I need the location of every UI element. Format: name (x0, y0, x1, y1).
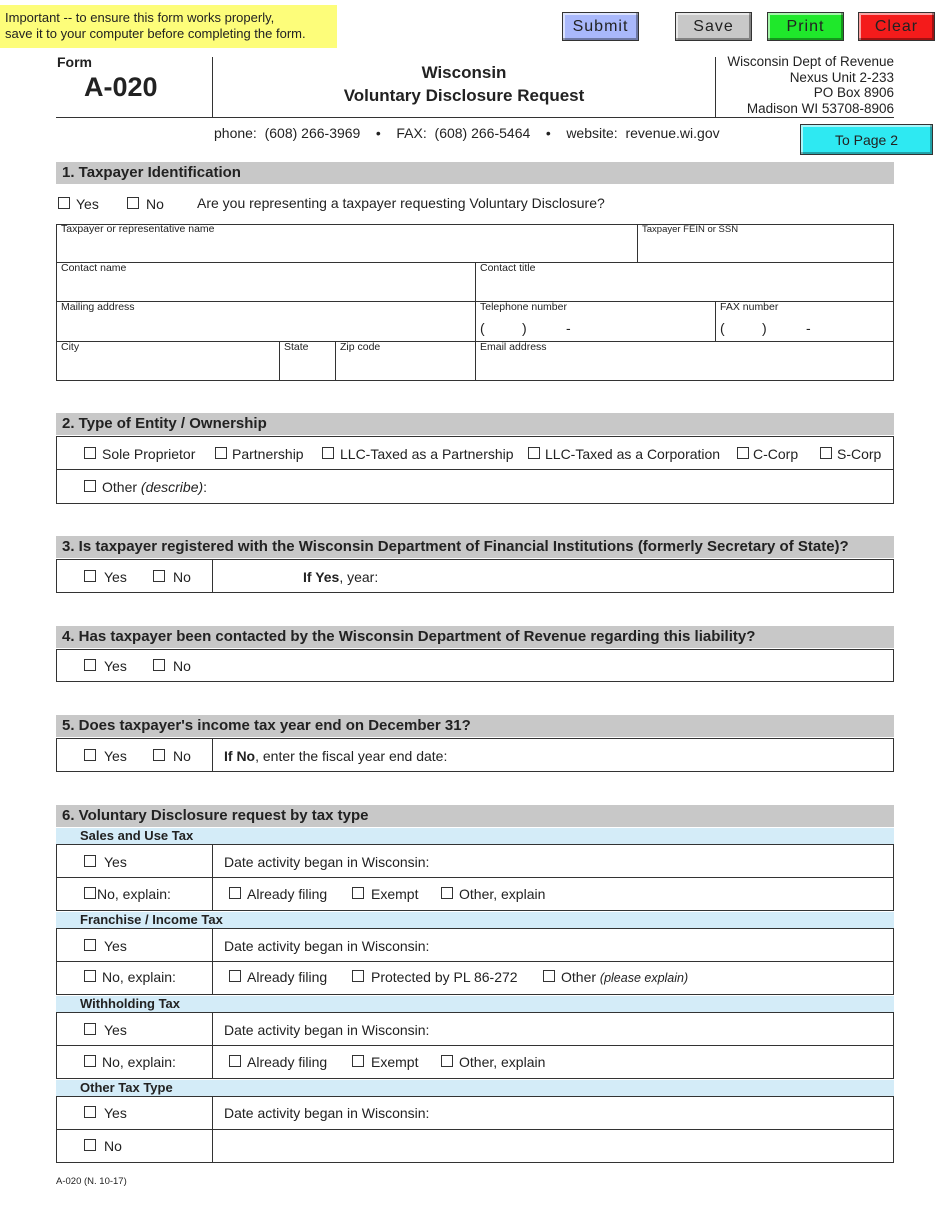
sales-use-tax-header: Sales and Use Tax (56, 828, 894, 844)
sales-already-filing-label: Already filing (247, 886, 328, 902)
llc-partnership-label: LLC-Taxed as a Partnership (340, 446, 514, 462)
taxpayer-name-label: Taxpayer or representative name (61, 223, 215, 235)
table-divider (212, 560, 213, 592)
other-entity-label (102, 479, 207, 495)
withholding-already-filing-checkbox[interactable] (229, 1055, 241, 1067)
header-divider (212, 57, 213, 117)
fein-input[interactable] (640, 236, 892, 260)
contact-title-label: Contact title (480, 262, 536, 274)
form-number: A-020 (84, 72, 158, 102)
franchise-no-label: No, explain: (102, 969, 176, 985)
save-button[interactable]: Save (675, 12, 752, 41)
submit-button[interactable]: Submit (562, 12, 639, 41)
fax-paren-open: ( (720, 320, 725, 336)
withholding-exempt-label: Exempt (371, 1054, 419, 1070)
franchise-other-label (561, 969, 688, 985)
franchise-protected-checkbox[interactable] (352, 970, 364, 982)
representing-question: Are you representing a taxpayer requesting Voluntary Disclosure? (197, 195, 605, 211)
telephone-input[interactable] (486, 316, 712, 338)
table-divider (57, 1045, 893, 1046)
if-yes-text: If Yes (303, 569, 340, 585)
contact-name-label: Contact name (61, 262, 127, 274)
sales-yes-checkbox[interactable] (84, 855, 96, 867)
franchise-date-label: Date activity began in Wisconsin: (224, 938, 430, 954)
table-divider (637, 225, 638, 262)
sales-exempt-label: Exempt (371, 886, 419, 902)
table-divider (475, 263, 476, 380)
other-text: Other (102, 479, 138, 495)
representing-no-checkbox[interactable] (127, 197, 139, 209)
phone-label: phone: (214, 125, 257, 141)
email-input[interactable] (478, 354, 892, 378)
table-divider (212, 1097, 213, 1162)
form-label: Form (57, 54, 92, 70)
section-2-header: 2. Type of Entity / Ownership (56, 413, 894, 435)
city-label: City (61, 341, 80, 353)
fax-dash: - (806, 320, 811, 336)
bullet: • (375, 125, 381, 141)
telephone-dash: - (566, 320, 571, 336)
fax-input[interactable] (726, 316, 892, 338)
website-value: revenue.wi.gov (625, 125, 720, 141)
clear-button[interactable]: Clear (858, 12, 935, 41)
address-line: Nexus Unit 2-233 (789, 69, 894, 85)
table-divider (57, 469, 893, 470)
contacted-no-label: No (173, 658, 191, 674)
other-tax-no-checkbox[interactable] (84, 1139, 96, 1151)
representing-yes-label: Yes (76, 196, 99, 212)
dfi-year-label (303, 569, 378, 585)
state-input[interactable] (282, 354, 333, 378)
taxpayer-name-input[interactable] (58, 236, 634, 260)
contacted-yes-checkbox[interactable] (84, 659, 96, 671)
withholding-already-filing-label: Already filing (247, 1054, 328, 1070)
withholding-other-label: Other, explain (459, 1054, 546, 1070)
mailing-address-input[interactable] (58, 314, 472, 339)
c-corp-checkbox[interactable] (737, 447, 749, 459)
section-1-header: 1. Taxpayer Identification (56, 162, 894, 184)
to-page-2-button[interactable]: To Page 2 (800, 124, 933, 155)
telephone-paren-close: ) (522, 320, 527, 336)
year-end-no-label: No (173, 748, 191, 764)
fiscal-text: , enter the fiscal year end date: (255, 748, 448, 764)
withholding-exempt-checkbox[interactable] (352, 1055, 364, 1067)
other-tax-date-input[interactable] (440, 1100, 890, 1126)
s-corp-label: S-Corp (837, 446, 882, 462)
contact-line (214, 125, 720, 141)
withholding-tax-header: Withholding Tax (56, 996, 894, 1012)
table-divider (57, 877, 893, 878)
section-3-header: 3. Is taxpayer registered with the Wisconsin Department of Financial Institutions (formerly Secretary of State)? (56, 536, 894, 558)
section-4-header: 4. Has taxpayer been contacted by the Wisconsin Department of Revenue regarding this liability? (56, 626, 894, 648)
sales-no-label: No, explain: (97, 886, 171, 902)
city-input[interactable] (58, 354, 276, 378)
withholding-date-input[interactable] (440, 1016, 890, 1042)
table-divider (212, 1013, 213, 1078)
table-divider (57, 961, 893, 962)
table-divider (335, 342, 336, 380)
bullet: • (545, 125, 551, 141)
page-title: Voluntary Disclosure Request (343, 86, 585, 105)
franchise-already-filing-checkbox[interactable] (229, 970, 241, 982)
department-address (727, 54, 894, 116)
fax-value: (608) 266-5464 (434, 125, 531, 141)
phone-value: (608) 266-3969 (264, 125, 361, 141)
other-entity-input[interactable] (215, 473, 890, 499)
sales-other-label: Other, explain (459, 886, 546, 902)
franchise-protected-label: Protected by PL 86-272 (371, 969, 518, 985)
sole-proprietor-checkbox[interactable] (84, 447, 96, 459)
year-end-yes-label: Yes (104, 748, 127, 764)
franchise-no-checkbox[interactable] (84, 970, 96, 982)
fiscal-year-end-input[interactable] (456, 741, 890, 769)
year-end-no-checkbox[interactable] (153, 749, 165, 761)
save-notice (0, 5, 337, 48)
address-line: Madison WI 53708-8906 (746, 100, 894, 116)
franchise-other-checkbox[interactable] (543, 970, 555, 982)
other-tax-no-label: No (104, 1138, 122, 1154)
header-underline (56, 117, 716, 118)
fiscal-year-label (224, 748, 447, 764)
franchise-date-input[interactable] (440, 932, 890, 958)
dfi-year-input[interactable] (380, 562, 890, 590)
mailing-address-label: Mailing address (61, 301, 135, 313)
table-divider (212, 929, 213, 994)
llc-partnership-checkbox[interactable] (322, 447, 334, 459)
contacted-yes-label: Yes (104, 658, 127, 674)
sales-other-checkbox[interactable] (441, 887, 453, 899)
telephone-paren-open: ( (480, 320, 485, 336)
describe-text: (describe) (140, 479, 204, 495)
fax-paren-close: ) (762, 320, 767, 336)
zip-label: Zip code (340, 341, 381, 353)
contact-title-input[interactable] (478, 275, 892, 299)
sales-date-input[interactable] (440, 848, 890, 874)
state-label: State (284, 341, 309, 353)
other-entity-checkbox[interactable] (84, 480, 96, 492)
address-line: Wisconsin Dept of Revenue (727, 54, 894, 69)
fein-label: Taxpayer FEIN or SSN (642, 224, 739, 235)
website-label: website: (566, 125, 618, 141)
withholding-no-label: No, explain: (102, 1054, 176, 1070)
dfi-yes-label: Yes (104, 569, 127, 585)
partnership-checkbox[interactable] (215, 447, 227, 459)
llc-corporation-label: LLC-Taxed as a Corporation (545, 446, 721, 462)
dfi-yes-checkbox[interactable] (84, 570, 96, 582)
fax-label: FAX: (396, 125, 427, 141)
table-divider (57, 1129, 893, 1130)
other-tax-yes-label: Yes (104, 1105, 127, 1121)
table-divider (212, 739, 213, 771)
sales-already-filing-checkbox[interactable] (229, 887, 241, 899)
withholding-other-checkbox[interactable] (441, 1055, 453, 1067)
if-no-text: If No (224, 748, 256, 764)
telephone-label: Telephone number (480, 301, 567, 313)
c-corp-label: C-Corp (753, 446, 799, 462)
representing-no-label: No (146, 196, 164, 212)
table-divider (715, 302, 716, 341)
contact-name-input[interactable] (58, 275, 472, 299)
form-revision-code: A-020 (N. 10-17) (56, 1176, 127, 1187)
year-end-yes-checkbox[interactable] (84, 749, 96, 761)
address-line: PO Box 8906 (813, 85, 894, 100)
withholding-no-checkbox[interactable] (84, 1055, 96, 1067)
withholding-yes-label: Yes (104, 1022, 127, 1038)
franchise-already-filing-label: Already filing (247, 969, 328, 985)
other-tax-type-header: Other Tax Type (56, 1080, 894, 1096)
contacted-no-checkbox[interactable] (153, 659, 165, 671)
address-underline (716, 117, 894, 118)
dfi-no-checkbox[interactable] (153, 570, 165, 582)
year-text: , year: (339, 569, 379, 585)
sales-date-label: Date activity began in Wisconsin: (224, 854, 430, 870)
llc-corporation-checkbox[interactable] (528, 447, 540, 459)
sole-proprietor-label: Sole Proprietor (102, 446, 196, 462)
please-explain-text: (please explain) (599, 971, 689, 985)
other-tax-yes-checkbox[interactable] (84, 1106, 96, 1118)
zip-input[interactable] (338, 354, 472, 378)
table-divider (279, 342, 280, 380)
page-title-state: Wisconsin (421, 63, 507, 82)
section-6-header: 6. Voluntary Disclosure request by tax type (56, 805, 894, 827)
dfi-no-label: No (173, 569, 191, 585)
withholding-date-label: Date activity began in Wisconsin: (224, 1022, 430, 1038)
save-notice-line1: Important -- to ensure this form works properly, (5, 10, 275, 25)
sales-exempt-checkbox[interactable] (352, 887, 364, 899)
print-button[interactable]: Print (767, 12, 844, 41)
other-text: Other (561, 969, 597, 985)
s-corp-checkbox[interactable] (820, 447, 832, 459)
withholding-yes-checkbox[interactable] (84, 1023, 96, 1035)
sales-yes-label: Yes (104, 854, 127, 870)
table-divider (212, 845, 213, 910)
sales-no-checkbox[interactable] (84, 887, 96, 899)
other-tax-date-label: Date activity began in Wisconsin: (224, 1105, 430, 1121)
franchise-yes-checkbox[interactable] (84, 939, 96, 951)
other-tax-explain-input[interactable] (216, 1132, 890, 1160)
franchise-income-tax-header: Franchise / Income Tax (56, 912, 894, 928)
save-notice-line2: save it to your computer before completing the form. (5, 26, 306, 41)
header-divider (715, 57, 716, 117)
fax-number-label: FAX number (720, 301, 779, 313)
colon: : (203, 479, 208, 495)
franchise-yes-label: Yes (104, 938, 127, 954)
email-label: Email address (480, 341, 547, 353)
section-5-header: 5. Does taxpayer's income tax year end on December 31? (56, 715, 894, 737)
representing-yes-checkbox[interactable] (58, 197, 70, 209)
partnership-label: Partnership (232, 446, 304, 462)
